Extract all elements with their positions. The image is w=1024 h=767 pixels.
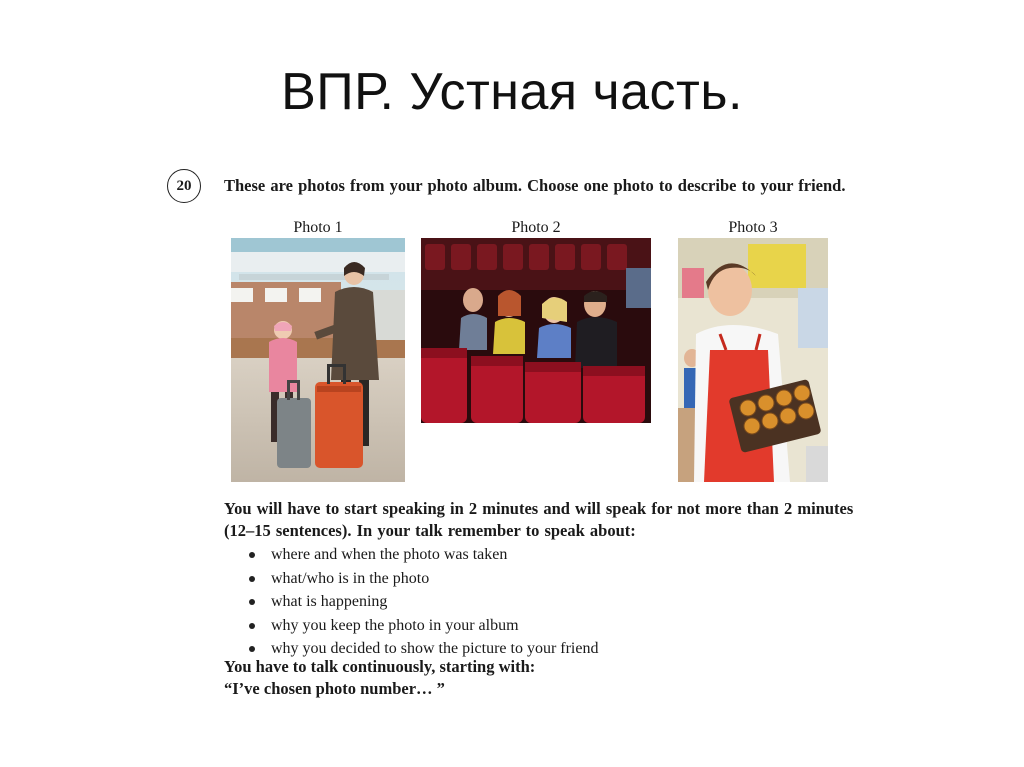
photo-2-illustration (421, 238, 651, 423)
task-number-badge: 20 (167, 169, 201, 203)
starter-phrase: “I’ve chosen photo number… ” (224, 679, 445, 698)
list-item: where and when the photo was taken (246, 543, 598, 567)
closing-instructions (224, 656, 535, 700)
photo-1-caption: Photo 1 (293, 219, 343, 236)
photo-3-caption: Photo 3 (728, 219, 778, 236)
photo-1-illustration (231, 238, 405, 482)
list-item: what/who is in the photo (246, 567, 598, 591)
task-intro: These are photos from your photo album. Choose one photo to describe to your friend. (224, 176, 846, 195)
task-instructions: You will have to start speaking in 2 minutes and will speak for not more than 2 minutes (12–15 sentences). In your talk remember to speak about: (224, 499, 854, 540)
photo-1-airport-image (231, 238, 405, 482)
talking-points-list (246, 543, 598, 661)
list-item: what is happening (246, 590, 598, 614)
list-item: why you decided to show the picture to your friend (246, 637, 598, 661)
photo-3-illustration (678, 238, 828, 482)
photo-2-cinema-image (421, 238, 651, 423)
photo-2-caption: Photo 2 (511, 219, 561, 236)
list-item: why you keep the photo in your album (246, 614, 598, 638)
closing-line: You have to talk continuously, starting with: (224, 657, 536, 676)
photo-3-baker-image (678, 238, 828, 482)
slide-title: ВПР. Устная часть. (281, 63, 743, 121)
